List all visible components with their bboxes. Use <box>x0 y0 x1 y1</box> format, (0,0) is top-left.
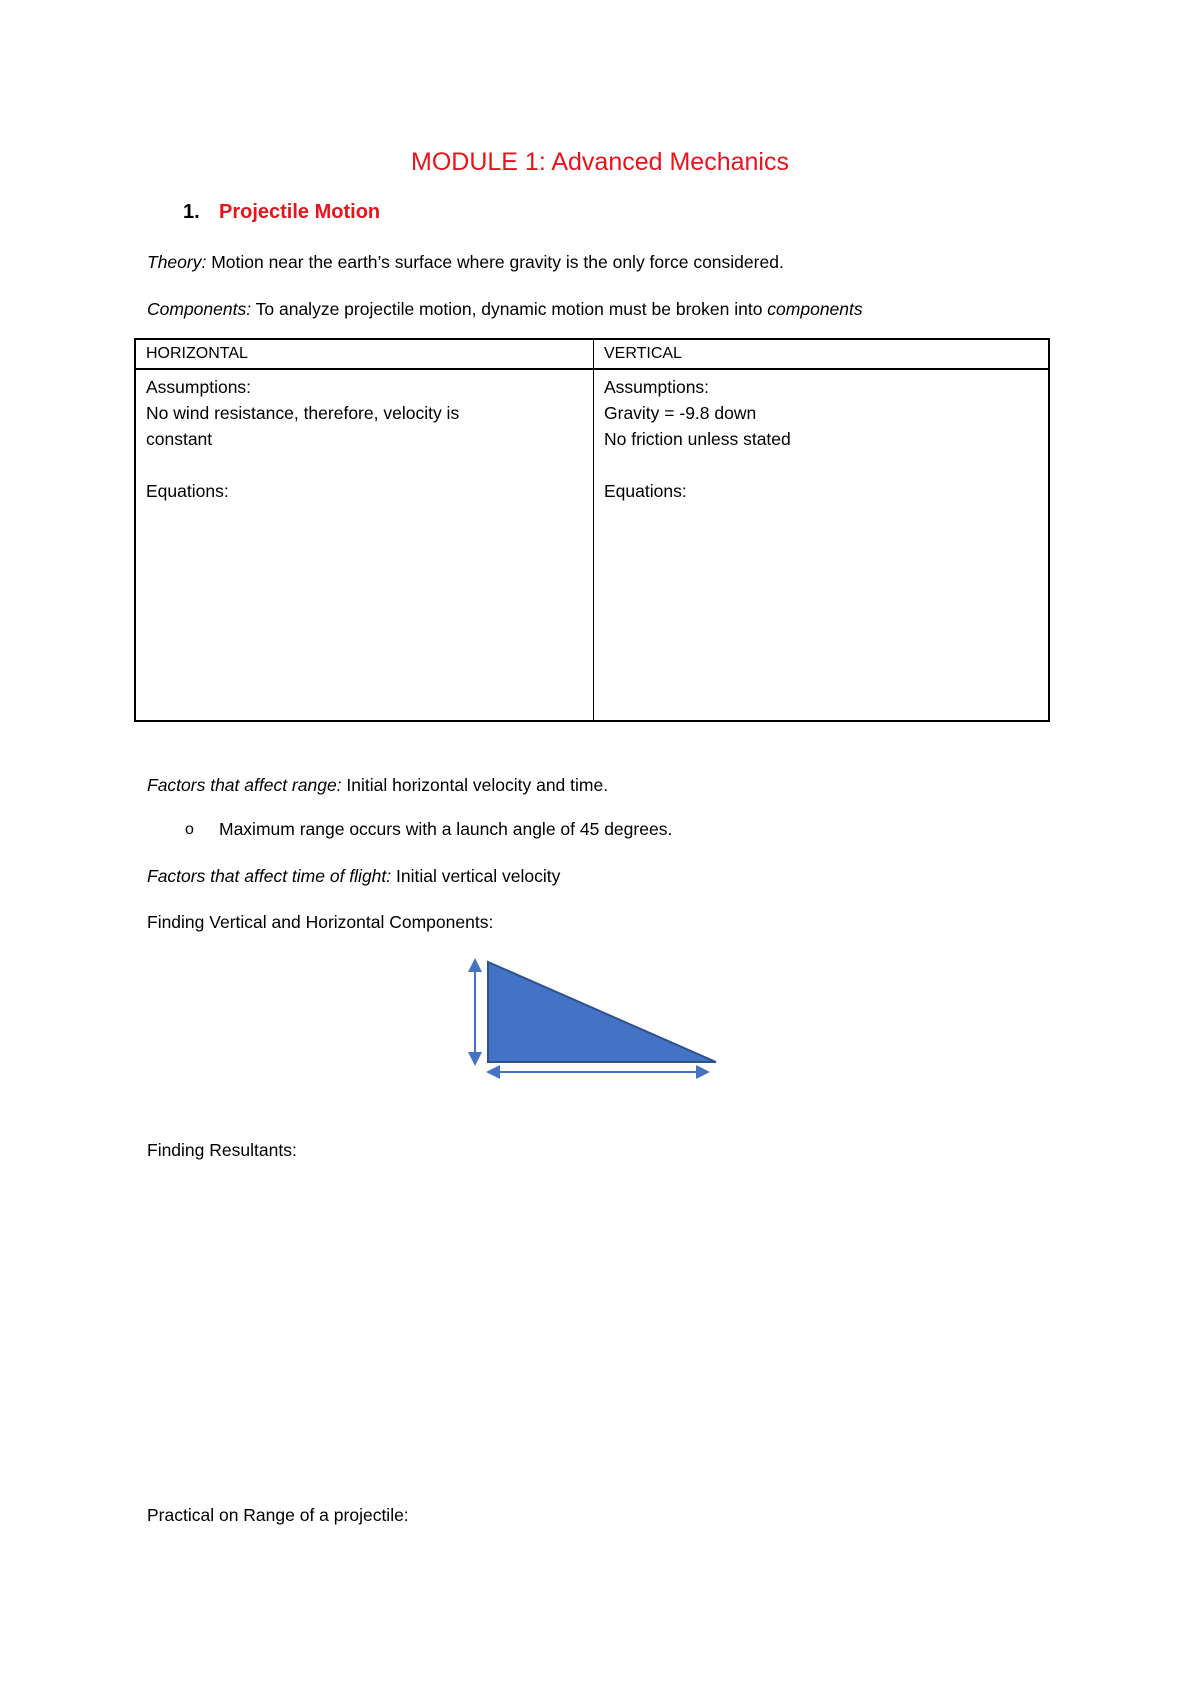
bullet-text: Maximum range occurs with a launch angle of 45 degrees. <box>219 819 673 839</box>
vertical-assumptions-label: Assumptions: <box>604 377 710 397</box>
flight-factors-paragraph <box>147 866 560 887</box>
range-factors-paragraph <box>147 775 608 796</box>
triangle-shape <box>488 962 716 1062</box>
horizontal-assumption-line: No wind resistance, therefore, velocity is <box>146 403 460 423</box>
components-emphasis: components <box>767 299 863 319</box>
flight-factors-text: Initial vertical velocity <box>391 866 561 886</box>
components-label: Components: <box>147 299 252 319</box>
module-title: MODULE 1: Advanced Mechanics <box>411 148 789 176</box>
finding-resultants-heading: Finding Resultants: <box>147 1140 297 1160</box>
components-text: To analyze projectile motion, dynamic motion must be broken into <box>251 299 768 319</box>
range-factors-text: Initial horizontal velocity and time. <box>341 775 609 795</box>
table-header-vertical: VERTICAL <box>604 345 682 362</box>
theory-label: Theory: <box>147 252 207 272</box>
bullet-marker: o <box>185 821 194 838</box>
flight-factors-label: Factors that affect time of flight: <box>147 866 392 886</box>
vertical-equations-label: Equations: <box>604 481 687 501</box>
theory-paragraph <box>147 252 784 273</box>
horizontal-assumptions-label: Assumptions: <box>146 377 252 397</box>
section-number: 1. <box>183 201 200 223</box>
right-triangle-vector-components-icon <box>462 952 726 1084</box>
range-factors-label: Factors that affect range: <box>147 775 342 795</box>
horizontal-cell <box>146 374 459 504</box>
vertical-assumption-line: No friction unless stated <box>604 429 791 449</box>
horizontal-assumption-line: constant <box>146 429 213 449</box>
arrowhead-up <box>468 958 482 972</box>
horizontal-equations-label: Equations: <box>146 481 229 501</box>
table-header-divider <box>136 368 1048 370</box>
table-column-divider <box>593 340 594 720</box>
section-title: Projectile Motion <box>219 201 381 223</box>
theory-text: Motion near the earth’s surface where gravity is the only force considered. <box>206 252 784 272</box>
arrowhead-right <box>696 1065 710 1079</box>
components-table <box>134 338 1050 722</box>
vertical-assumption-line: Gravity = -9.8 down <box>604 403 757 423</box>
table-header-horizontal: HORIZONTAL <box>146 345 248 362</box>
finding-components-heading: Finding Vertical and Horizontal Components: <box>147 912 494 932</box>
practical-heading: Practical on Range of a projectile: <box>147 1505 409 1525</box>
arrowhead-down <box>468 1052 482 1066</box>
components-paragraph <box>147 299 863 320</box>
vertical-cell <box>604 374 791 504</box>
arrowhead-left <box>486 1065 500 1079</box>
